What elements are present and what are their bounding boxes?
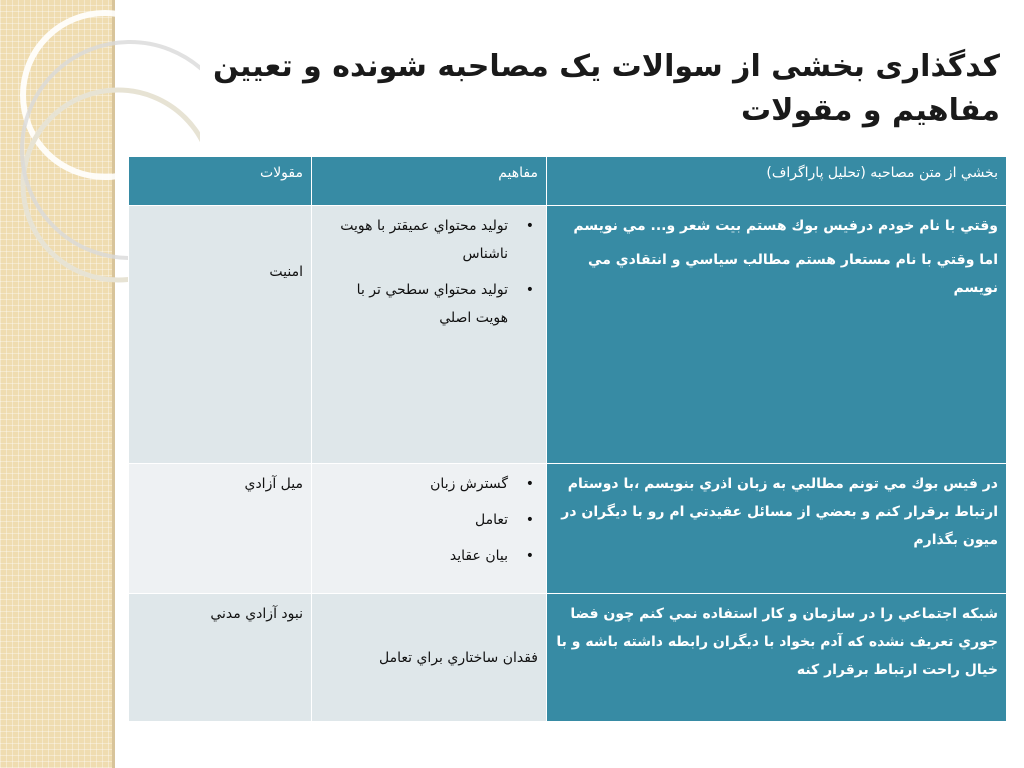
concepts-cell [312, 464, 547, 594]
header-categories: مقولات [129, 157, 312, 206]
concept-item: • تعامل [320, 506, 538, 534]
category-cell: امنيت [129, 206, 312, 464]
concepts-cell: فقدان ساختاري براي تعامل [312, 594, 547, 722]
concepts-list [320, 470, 538, 570]
category-cell: ميل آزادي [129, 464, 312, 594]
table-row [129, 464, 1007, 594]
interview-text-cell [547, 594, 1007, 722]
concept-item: • توليد محتواي عميقتر با هويت ناشناس [320, 212, 538, 268]
concepts-list [320, 212, 538, 332]
concepts-cell [312, 206, 547, 464]
interview-text-cell [547, 206, 1007, 464]
header-concepts: مفاهيم [312, 157, 547, 206]
interview-text-cell [547, 464, 1007, 594]
category-cell: نبود آزادي مدني [129, 594, 312, 722]
concept-item: • توليد محتواي سطحي تر با هويت اصلي [320, 276, 538, 332]
table-row [129, 594, 1007, 722]
slide-title: کدگذاری بخشی از سوالات یک مصاحبه شونده و تعیین مفاهیم و مقولات [213, 49, 1000, 128]
table-header-row [129, 157, 1007, 206]
interview-paragraph: اما وقتي با نام مستعار هستم مطالب سياسي و انتقادي مي نويسم [588, 252, 998, 296]
concept-item: • گسترش زبان [320, 470, 538, 498]
interview-paragraph: شبكه اجتماعي را در سازمان و كار استفاده نمي كنم چون فضا جوري تعريف نشده كه آدم بخواد با ديگران رابطه داشته باشه و با خيال راحت ارتباط برقرار كنه [556, 606, 998, 678]
interview-paragraph: وقتي با نام خودم درفيس بوك هستم بيت شعر و... مي نويسم [573, 218, 998, 234]
coding-table [128, 156, 1007, 722]
interview-paragraph: در فيس بوك مي تونم مطالبي به زبان اذري بنويسم ،با دوستام ارتباط برقرار كنم و بعضي از مسائل عقيدتي ام رو با ديگران در ميون بگذارم [561, 476, 998, 548]
table-row [129, 206, 1007, 464]
header-interview-text: بخشي از متن مصاحبه (تحليل پاراگراف) [547, 157, 1007, 206]
concept-item: • بيان عقايد [320, 542, 538, 570]
